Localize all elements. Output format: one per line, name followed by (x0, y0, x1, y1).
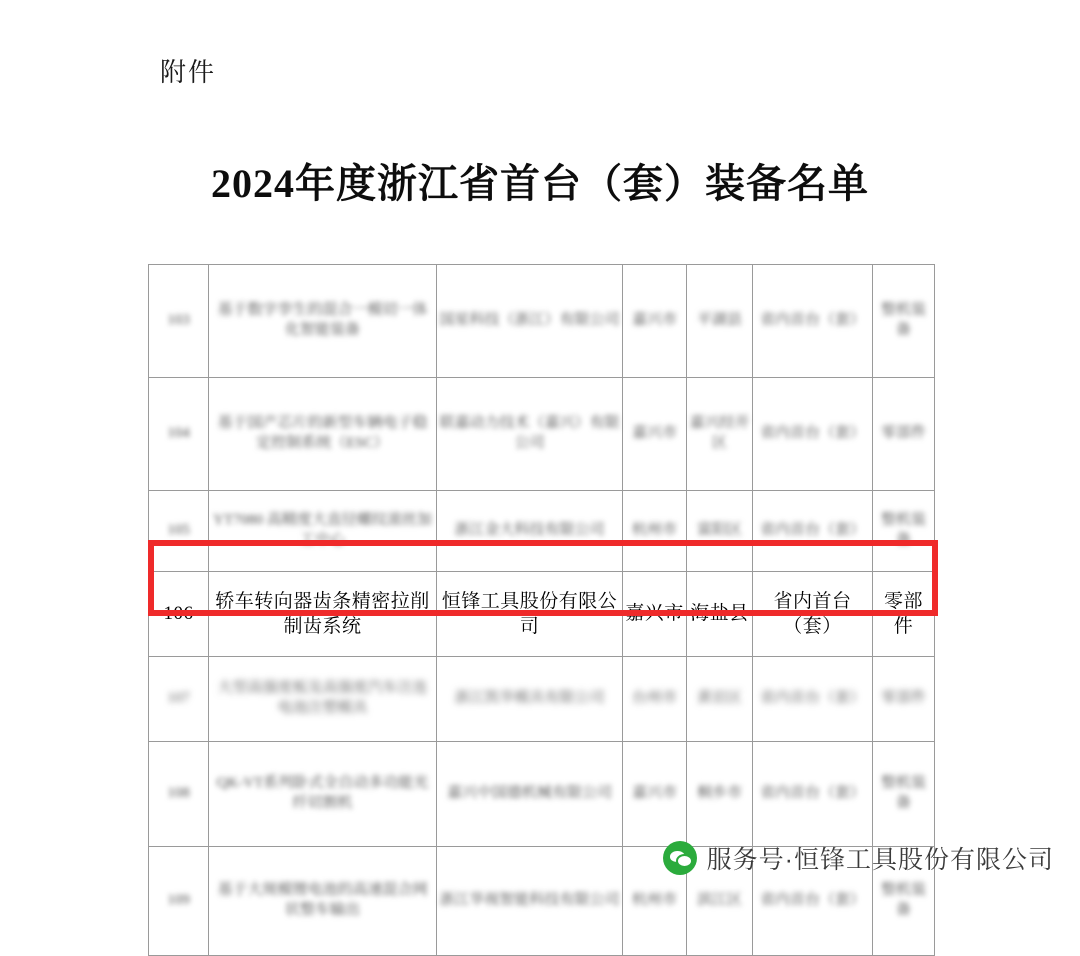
cell-county: 桐乡市 (687, 742, 753, 847)
cell-company: 恒锋工具股份有限公司 (437, 572, 623, 657)
cell-county: 富阳区 (687, 491, 753, 572)
cell-level: 省内首台（套） (753, 491, 873, 572)
cell-type: 零部件 (873, 657, 935, 742)
cell-city: 杭州市 (623, 847, 687, 956)
cell-county: 黄岩区 (687, 657, 753, 742)
cell-type: 零部件 (873, 378, 935, 491)
cell-level: 省内首台（套） (753, 572, 873, 657)
cell-city: 嘉兴市 (623, 265, 687, 378)
cell-type: 整机装备 (873, 742, 935, 847)
cell-type: 零部件 (873, 572, 935, 657)
table-row (149, 378, 935, 491)
cell-no: 104 (149, 378, 209, 491)
cell-company: 国星科技（浙江）有限公司 (437, 265, 623, 378)
cell-equipment-name: YT7080 高精度大直径螺纹滚丝加工中心 (209, 491, 437, 572)
watermark (663, 840, 1054, 876)
cell-type: 整机装备 (873, 847, 935, 956)
cell-type: 整机装备 (873, 491, 935, 572)
cell-company: 浙江华视智能科技有限公司 (437, 847, 623, 956)
cell-equipment-name: 基于数字孪生的混合一模切一体化智能装备 (209, 265, 437, 378)
cell-city: 嘉兴市 (623, 742, 687, 847)
watermark-text: 服务号·恒锋工具股份有限公司 (706, 846, 1054, 874)
cell-equipment-name: 大型高强度板及高强度汽车注连电池注塑模具 (209, 657, 437, 742)
cell-county: 滨江区 (687, 847, 753, 956)
cell-city: 杭州市 (623, 491, 687, 572)
cell-city: 台州市 (623, 657, 687, 742)
cell-no: 105 (149, 491, 209, 572)
table-row (149, 657, 935, 742)
cell-company: 浙江金大科技有限公司 (437, 491, 623, 572)
cell-no: 107 (149, 657, 209, 742)
table-row (149, 742, 935, 847)
wechat-icon (663, 841, 697, 875)
table-row (149, 265, 935, 378)
cell-company: 浙江凯华模具有限公司 (437, 657, 623, 742)
cell-level: 省内首台（套） (753, 378, 873, 491)
cell-no: 109 (149, 847, 209, 956)
table-row-highlighted (149, 572, 935, 657)
cell-level: 省内首台（套） (753, 265, 873, 378)
cell-company: 联嘉动力技术（嘉兴）有限公司 (437, 378, 623, 491)
cell-no: 108 (149, 742, 209, 847)
cell-city: 嘉兴市 (623, 378, 687, 491)
page-title: 2024年度浙江省首台（套）装备名单 (211, 161, 869, 206)
cell-type: 整机装备 (873, 265, 935, 378)
cell-county: 海盐县 (687, 572, 753, 657)
cell-equipment-name: 基于国产芯片的新型车辆电子稳定控制系统（ESC） (209, 378, 437, 491)
attachment-label: 附件 (160, 57, 217, 87)
cell-county: 嘉兴经开区 (687, 378, 753, 491)
cell-no: 106 (149, 572, 209, 657)
cell-city: 嘉兴市 (623, 572, 687, 657)
cell-county: 平湖县 (687, 265, 753, 378)
cell-equipment-name: QK-VT系列卧式全自动多功能光纤切割机 (209, 742, 437, 847)
cell-equipment-name: 基于大规模锂电池的高速混合网状整车输出 (209, 847, 437, 956)
cell-level: 省内首台（套） (753, 657, 873, 742)
cell-level: 省内首台（套） (753, 742, 873, 847)
cell-level: 省内首台（套） (753, 847, 873, 956)
cell-no: 103 (149, 265, 209, 378)
cell-equipment-name: 轿车转向器齿条精密拉削制齿系统 (209, 572, 437, 657)
cell-company: 嘉兴中国德机械有限公司 (437, 742, 623, 847)
table-row (149, 491, 935, 572)
